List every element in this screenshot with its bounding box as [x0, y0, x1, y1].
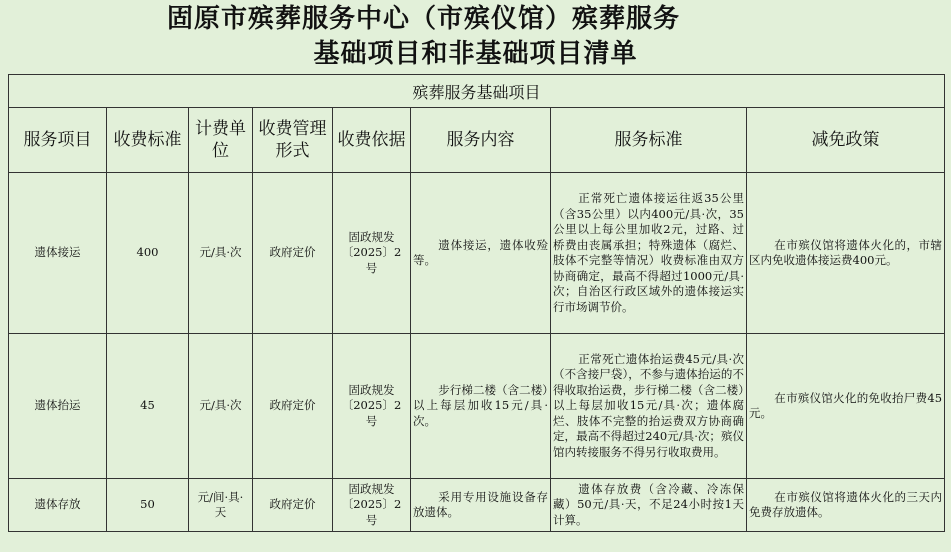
document-title — [0, 0, 951, 72]
cell-reduction-policy: 在市殡仪馆将遗体火化的三天内免费存放遗体。 — [747, 479, 945, 532]
fee-table — [8, 74, 945, 532]
cell-reduction-policy: 在市殡仪馆火化的免收抬尸费45元。 — [747, 334, 945, 479]
cell-fee-standard: 45 — [107, 334, 189, 479]
cell-service-standard: 正常死亡遗体抬运费45元/具·次（不含接尸袋），不参与遗体抬运的不得收取抬运费，步行梯二楼（含二楼）以上每层加收15元/具·次；遗体腐烂、肢体不完整的抬运费双方协商确定，最高不得超过240元/具·次；殡仪馆内转接服务不得另行收取费用。 — [551, 334, 747, 479]
cell-billing-unit: 元/具·次 — [189, 334, 253, 479]
title-line-2: 基础项目和非基础项目清单 — [313, 39, 638, 69]
header-fee-basis: 收费依据 — [333, 108, 411, 173]
cell-billing-unit: 元/具·次 — [189, 173, 253, 334]
header-billing-unit: 计费单位 — [189, 108, 253, 173]
table-row — [9, 173, 945, 334]
cell-management-form: 政府定价 — [253, 334, 333, 479]
cell-service-standard: 遗体存放费（含冷藏、冷冻保藏）50元/具·天，不足24小时按1天计算。 — [551, 479, 747, 532]
cell-service-item: 遗体接运 — [9, 173, 107, 334]
cell-service-content: 采用专用设施设备存放遗体。 — [411, 479, 551, 532]
cell-service-content: 步行梯二楼（含二楼）以上每层加收15元/具·次。 — [411, 334, 551, 479]
cell-fee-basis: 固政规发〔2025〕2号 — [333, 334, 411, 479]
cell-fee-standard: 50 — [107, 479, 189, 532]
table-row — [9, 334, 945, 479]
cell-management-form: 政府定价 — [253, 173, 333, 334]
table-caption: 殡葬服务基础项目 — [9, 75, 945, 108]
header-service-content: 服务内容 — [411, 108, 551, 173]
header-management-form: 收费管理形式 — [253, 108, 333, 173]
header-reduction-policy: 减免政策 — [747, 108, 945, 173]
cell-reduction-policy: 在市殡仪馆将遗体火化的，市辖区内免收遗体接运费400元。 — [747, 173, 945, 334]
cell-service-item: 遗体存放 — [9, 479, 107, 532]
cell-service-content: 遗体接运，遗体收殓等。 — [411, 173, 551, 334]
header-service-item: 服务项目 — [9, 108, 107, 173]
header-service-standard: 服务标准 — [551, 108, 747, 173]
cell-fee-standard: 400 — [107, 173, 189, 334]
table-row — [9, 479, 945, 532]
cell-management-form: 政府定价 — [253, 479, 333, 532]
header-fee-standard: 收费标准 — [107, 108, 189, 173]
cell-billing-unit: 元/间·具·天 — [189, 479, 253, 532]
cell-fee-basis: 固政规发〔2025〕2号 — [333, 173, 411, 334]
cell-service-item: 遗体抬运 — [9, 334, 107, 479]
cell-service-standard: 正常死亡遗体接运往返35公里（含35公里）以内400元/具·次，35公里以上每公里加收2元，过路、过桥费由丧属承担；特殊遗体（腐烂、肢体不完整等情况）收费标准由双方协商确定，最高不得超过1000元/具·次；自治区行政区域外的遗体接运实行市场调节价。 — [551, 173, 747, 334]
title-line-1: 固原市殡葬服务中心（市殡仪馆）殡葬服务 — [166, 4, 680, 34]
cell-fee-basis: 固政规发〔2025〕2号 — [333, 479, 411, 532]
